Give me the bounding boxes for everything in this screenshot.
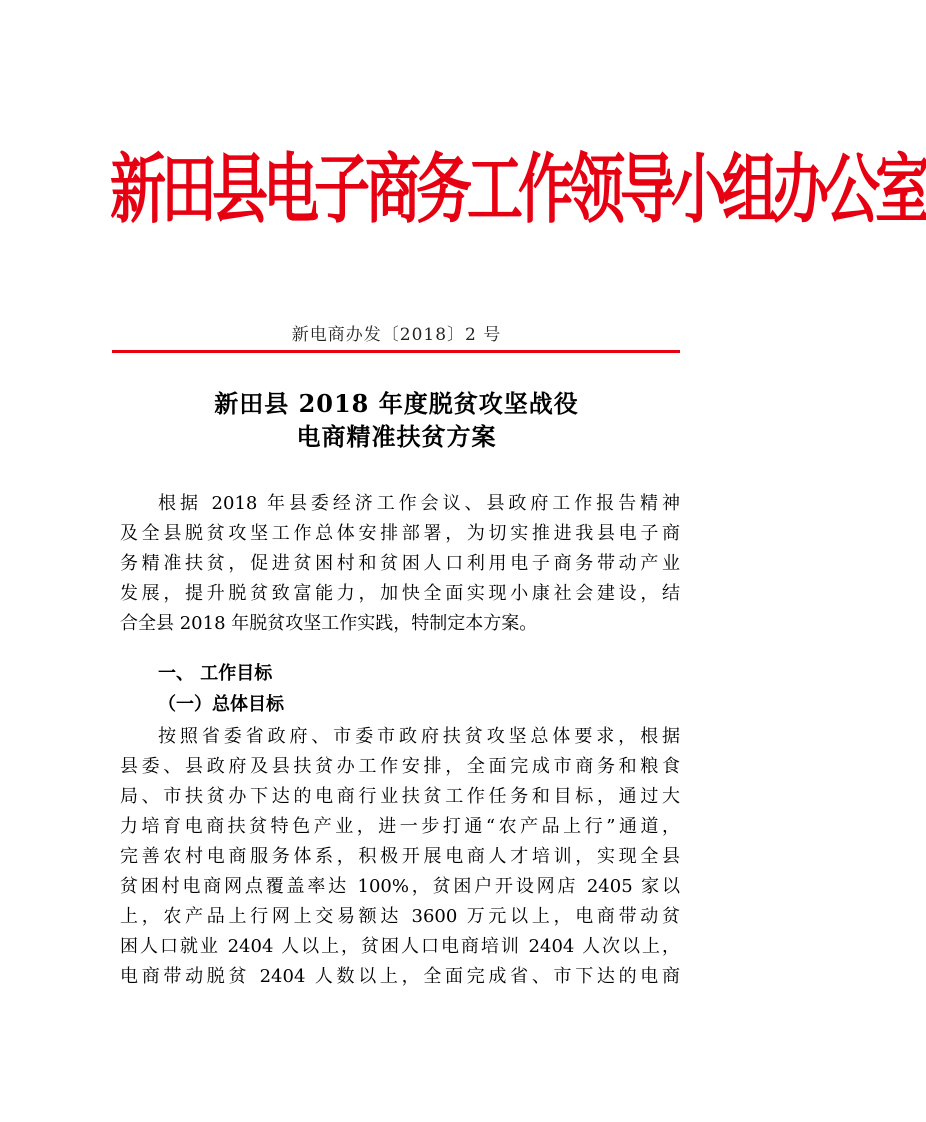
paragraph-line: 按照省委省政府、市委市政府扶贫攻坚总体要求，根据 <box>158 726 680 747</box>
red-separator-line <box>112 350 680 353</box>
subsection-heading: （一）总体目标 <box>158 694 284 715</box>
paragraph-line: 困人口就业 2404 人以上，贫困人口电商培训 2404 人次以上， <box>120 936 680 957</box>
paragraph-line: 县委、县政府及县扶贫办工作安排，全面完成市商务和粮食 <box>120 756 680 777</box>
document-number: 新电商办发〔2018〕2 号 <box>291 325 502 345</box>
paragraph-line: 完善农村电商服务体系，积极开展电商人才培训，实现全县 <box>120 846 680 867</box>
paragraph-line: 贫困村电商网点覆盖率达 100%，贫困户开设网店 2405 家以 <box>120 876 680 897</box>
paragraph-line: 务精准扶贫，促进贫困村和贫困人口利用电子商务带动产业 <box>120 553 680 574</box>
issuer-masthead: 新田县电子商务工作领导小组办公室 <box>110 146 926 235</box>
paragraph-line: 上，农产品上行网上交易额达 3600 万元以上，电商带动贫 <box>120 906 680 927</box>
paragraph-line: 合全县 2018 年脱贫攻坚工作实践，特制定本方案。 <box>120 613 538 634</box>
document-title-line-2: 电商精准扶贫方案 <box>296 422 497 451</box>
paragraph-line: 发展，提升脱贫致富能力，加快全面实现小康社会建设，结 <box>120 583 680 604</box>
paragraph-line: 根据 2018 年县委经济工作会议、县政府工作报告精神 <box>158 493 680 514</box>
goals-paragraph <box>120 722 680 992</box>
section-heading: 一、 工作目标 <box>158 663 273 684</box>
paragraph-line: 电商带动脱贫 2404 人数以上，全面完成省、市下达的电商 <box>120 966 680 987</box>
intro-paragraph <box>120 489 680 639</box>
paragraph-line: 局、市扶贫办下达的电商行业扶贫工作任务和目标，通过大 <box>120 786 680 807</box>
paragraph-line: 及全县脱贫攻坚工作总体安排部署，为切实推进我县电子商 <box>120 523 680 544</box>
paragraph-line: 力培育电商扶贫特色产业，进一步打通“农产品上行”通道， <box>120 816 680 837</box>
document-title-line-1: 新田县 2018 年度脱贫攻坚战役 <box>214 389 579 418</box>
